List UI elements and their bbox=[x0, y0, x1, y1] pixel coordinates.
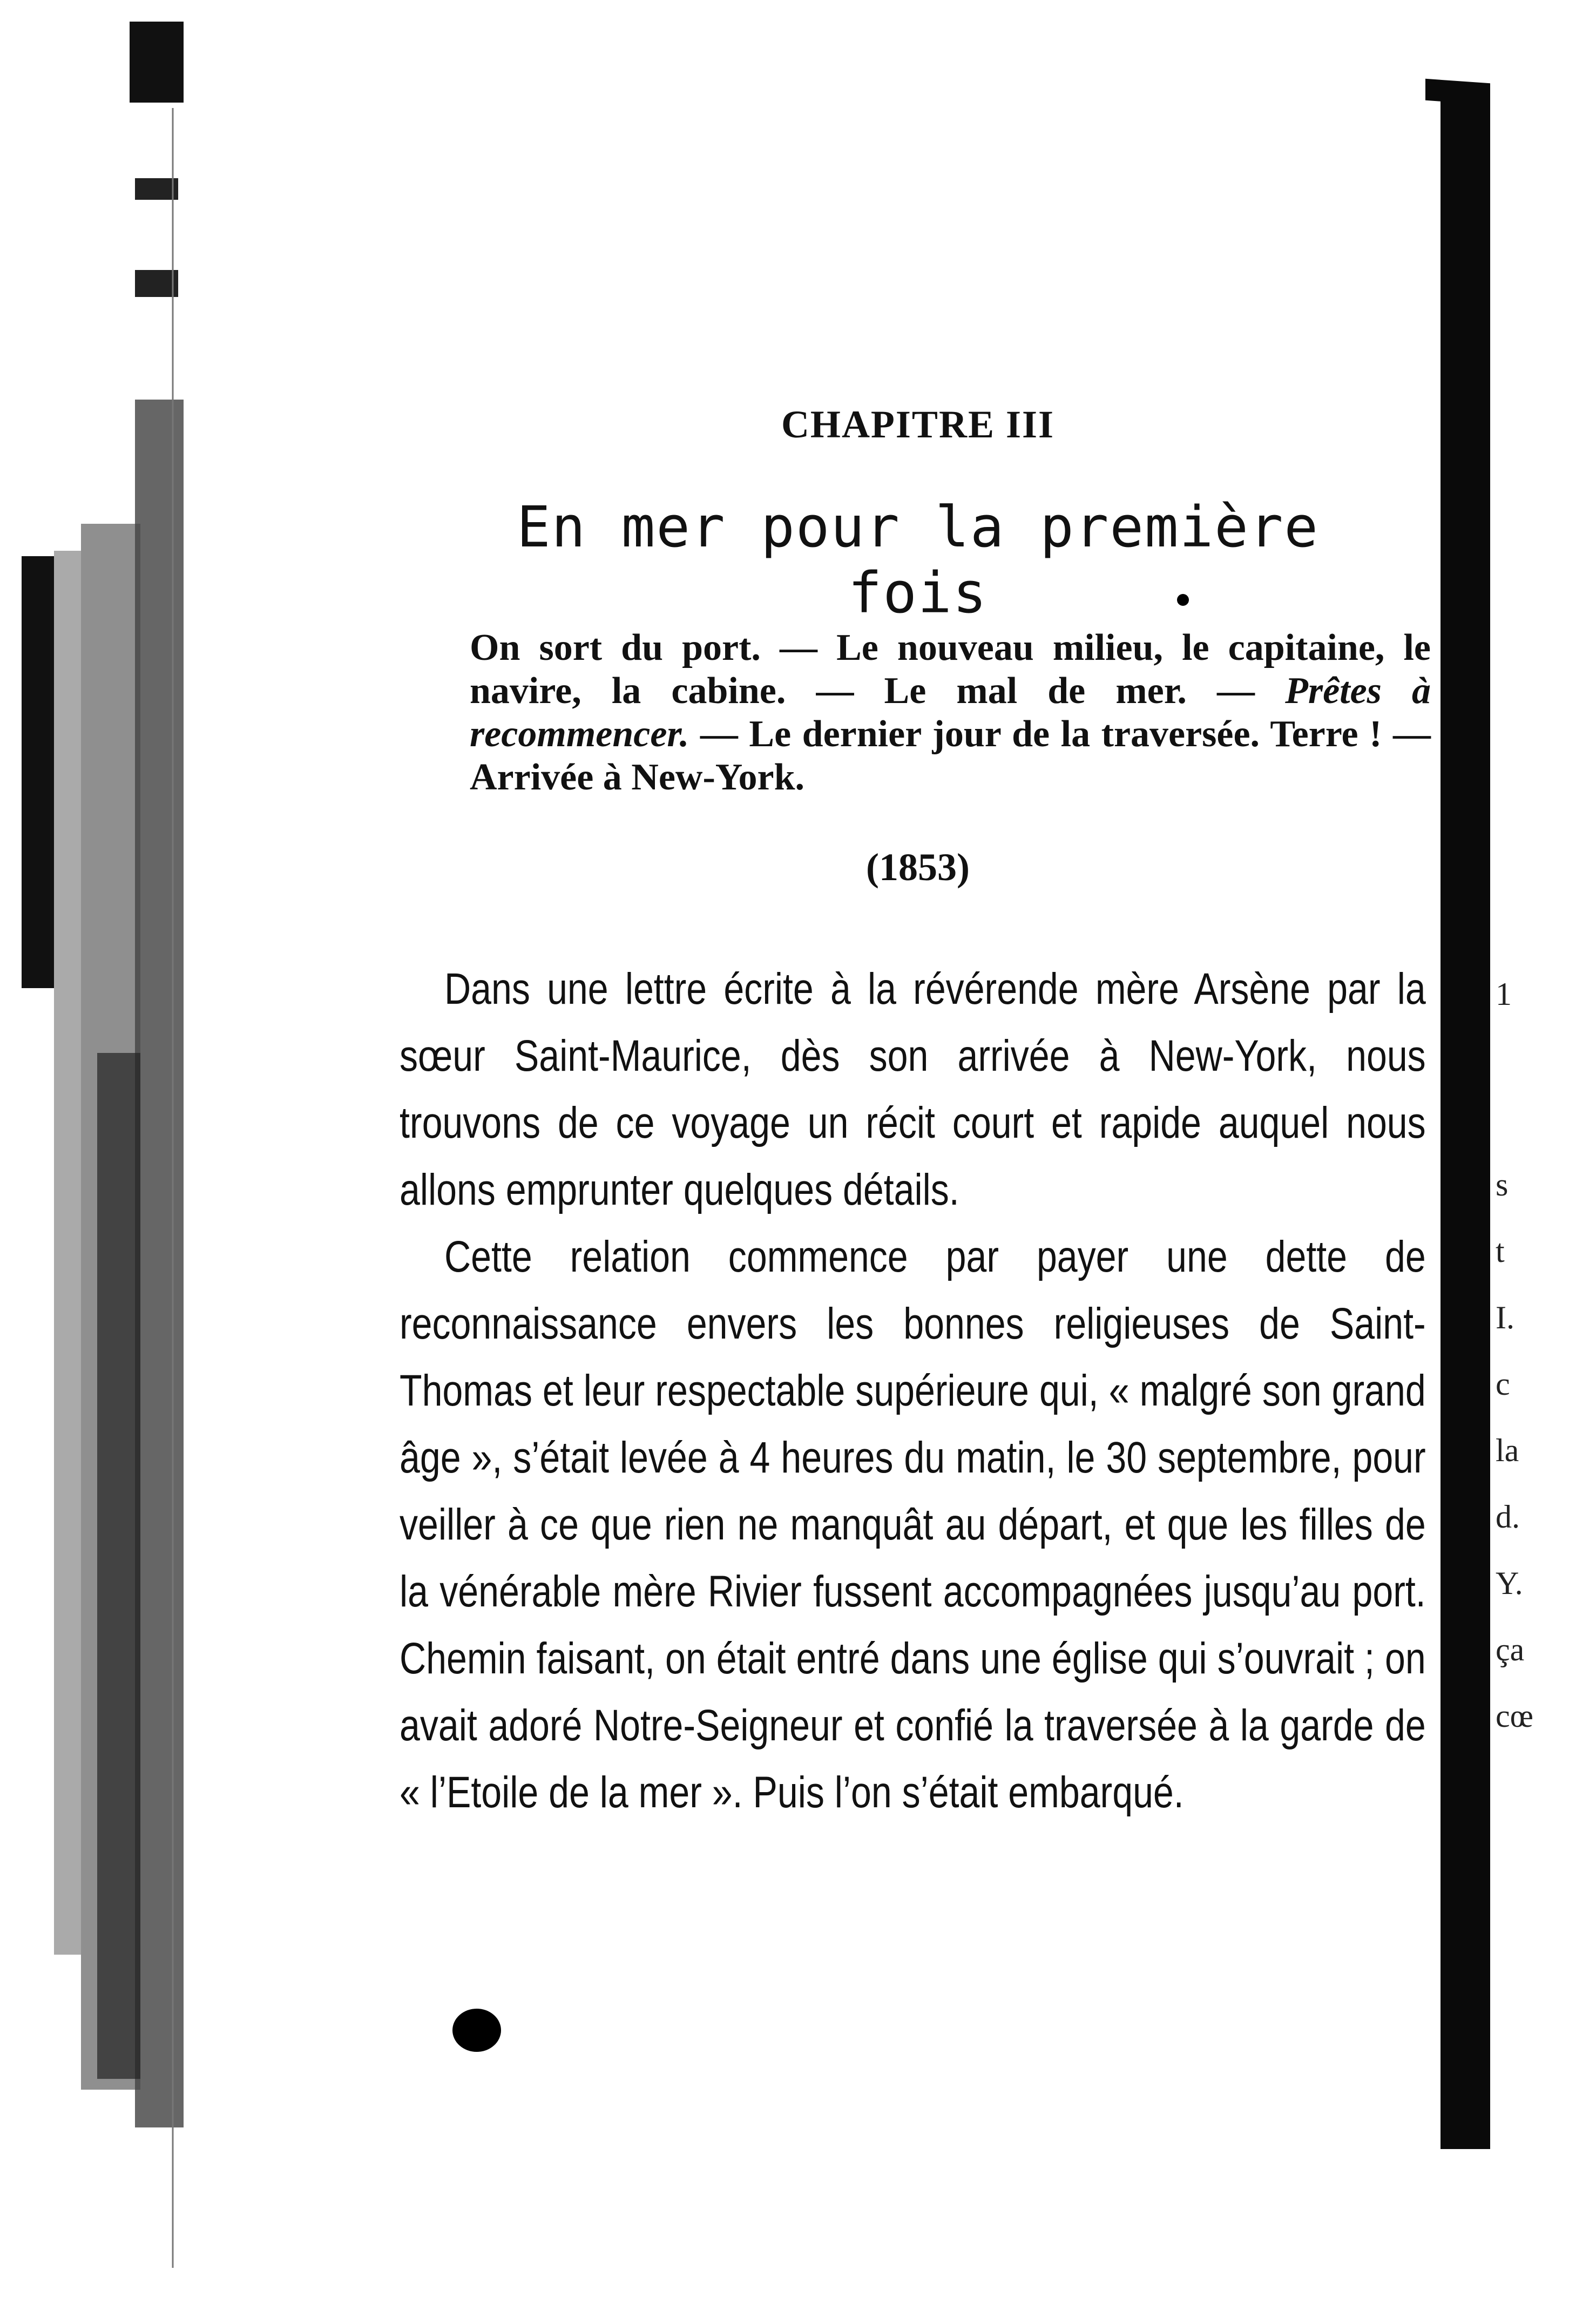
summary-text-2: — Le dernier jour de la traversée. Terre ! — Arrivée à New-York. bbox=[470, 713, 1431, 798]
body-text bbox=[400, 956, 1426, 1826]
summary-italic: Prêtes à recommencer. bbox=[470, 670, 1431, 755]
fragment: s bbox=[1496, 1167, 1509, 1202]
fragment: cœ bbox=[1496, 1698, 1533, 1734]
paragraph: Cette relation commence par payer une dette de reconnaissance envers les bonnes religieuses de Saint-Thomas et leur respectable supérieure qui, « malgré son grand âge », s’était levée à 4 heures du matin, le 30 septembre, pour veiller à ce que rien ne manquât au départ, et que les filles de la vénérable mère Rivier fussent accompagnées jusqu’au port. Chemin faisant, on était entré dans une église qui s’ouvrait ; on avait adoré Notre-Seigneur et confié la traversée à la garde de « l’Etoile de la mer ». Puis l’on s’était embarqué. bbox=[400, 1232, 1426, 1817]
fragment: I. bbox=[1496, 1300, 1514, 1335]
fragment: Y. bbox=[1496, 1565, 1523, 1601]
fragment: c bbox=[1496, 1366, 1510, 1402]
fragment: 1 bbox=[1496, 976, 1512, 1012]
year-label: (1853) bbox=[866, 846, 970, 889]
binding-shadow bbox=[1440, 97, 1490, 2149]
fragment: la bbox=[1496, 1433, 1519, 1468]
chapter-heading: CHAPITRE III bbox=[781, 403, 1055, 446]
summary-text-1: On sort du port. — Le nouveau milieu, le capitaine, le navire, la cabine. — Le mal de mer. — bbox=[470, 627, 1431, 712]
facing-page-fragments bbox=[1490, 961, 1569, 2041]
chapter-summary bbox=[470, 626, 1431, 799]
paragraph: Dans une lettre écrite à la révérende mère Arsène par la sœur Saint-Maurice, dès son arrivée à New-York, nous trouvons de ce voyage un récit court et rapide auquel nous allons emprunter quelques détails. bbox=[400, 964, 1426, 1214]
ink-blot bbox=[452, 2009, 501, 2052]
fragment: t bbox=[1496, 1233, 1505, 1269]
fragment: d. bbox=[1496, 1499, 1520, 1535]
chapter-title: En mer pour la première fois bbox=[516, 494, 1320, 626]
fragment: ça bbox=[1496, 1632, 1525, 1667]
scan-edge-artifact bbox=[0, 0, 194, 2324]
